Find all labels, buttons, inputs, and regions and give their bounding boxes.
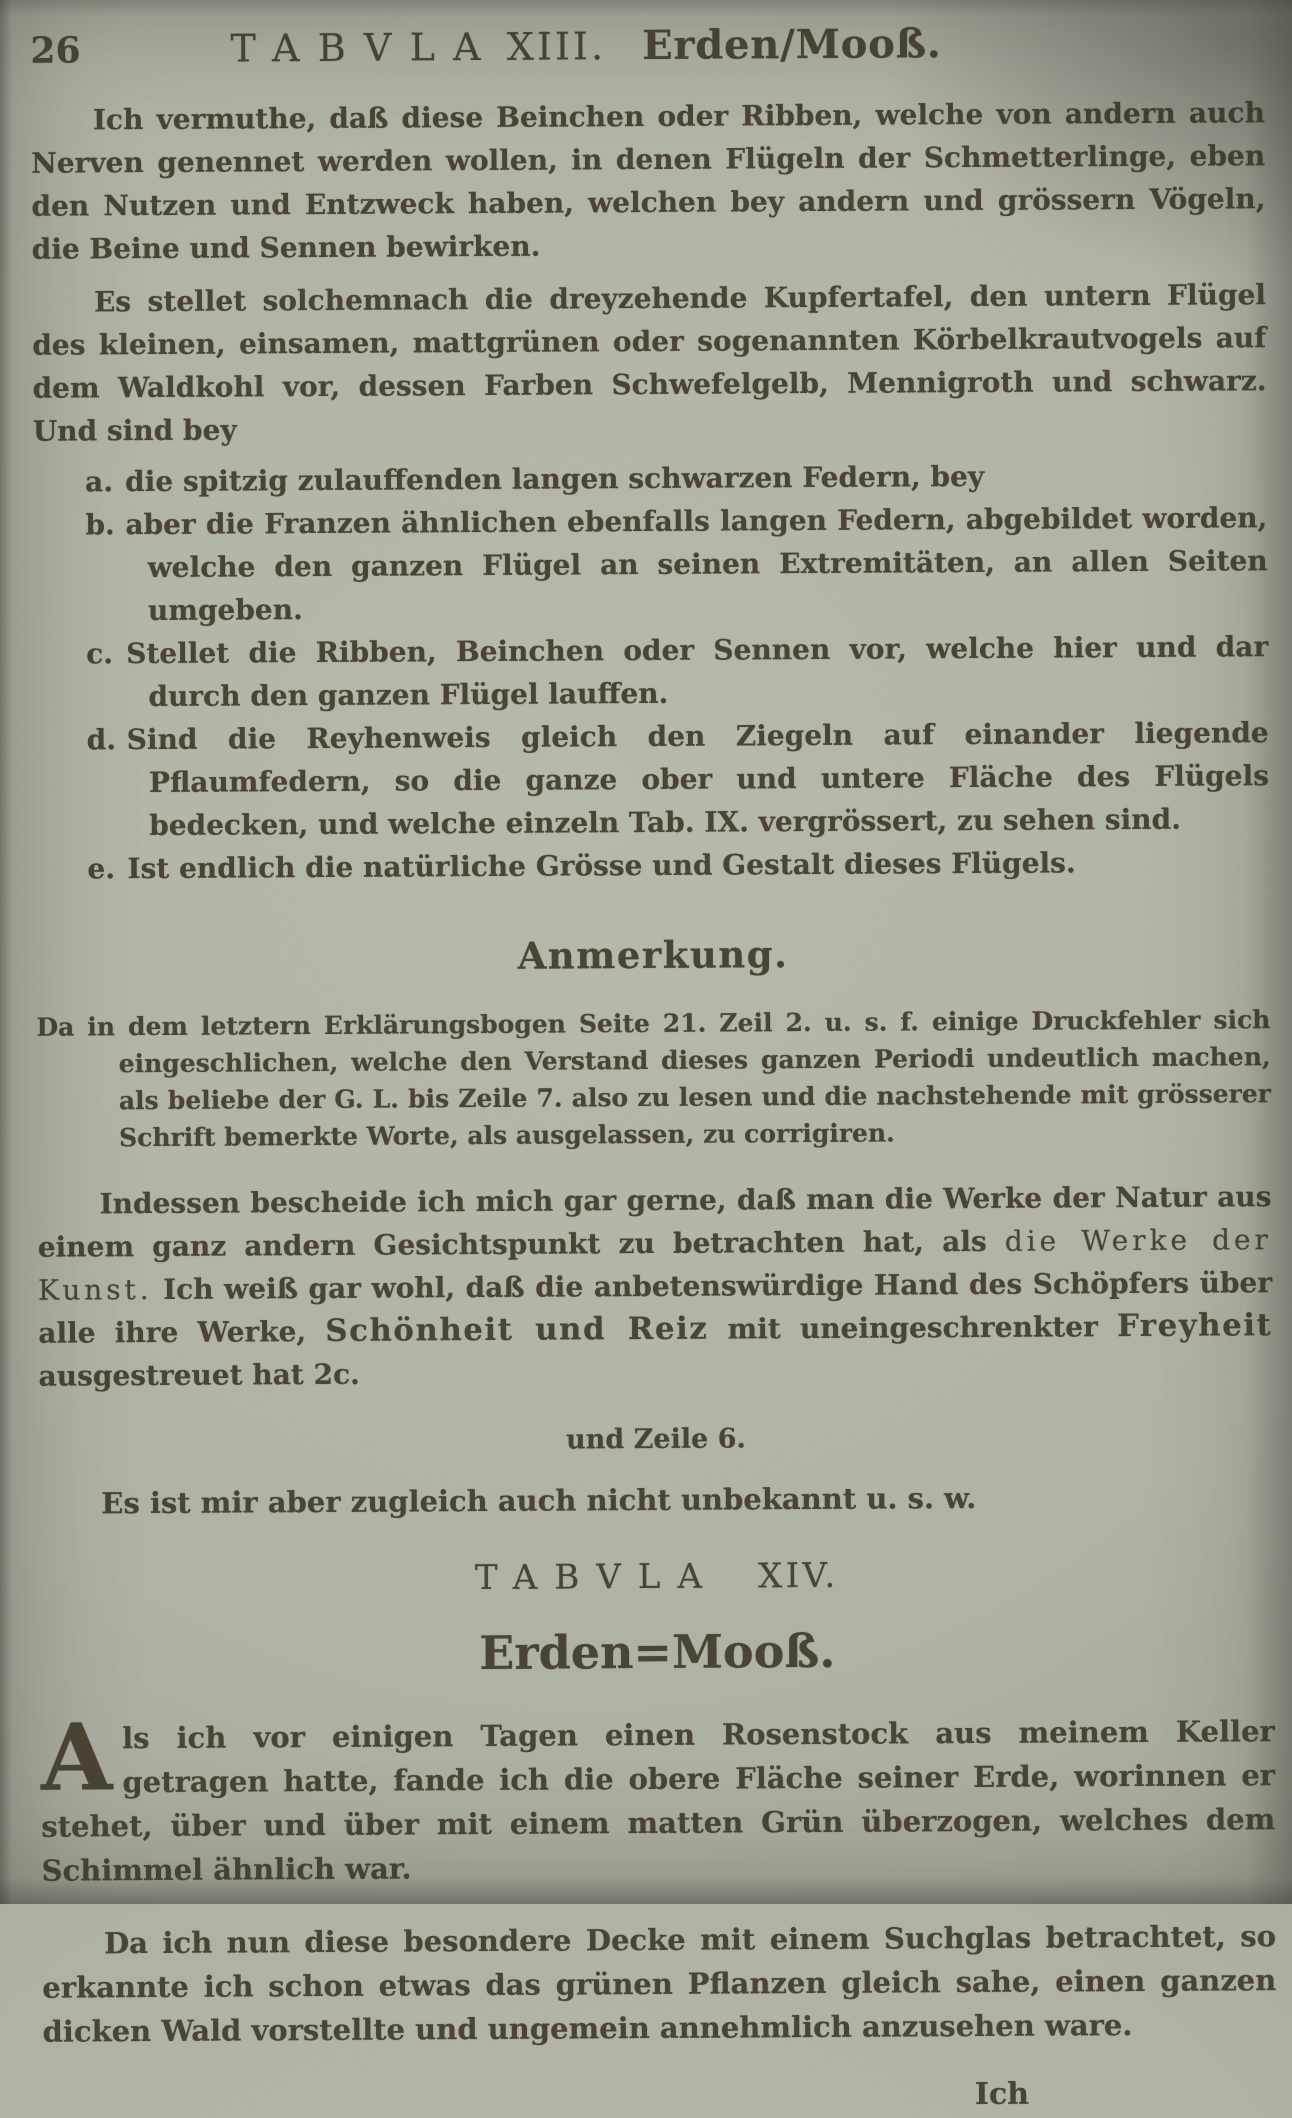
list-item-c <box>34 625 1269 719</box>
indessen-emphasis-freyheit: Freyheit <box>1116 1307 1273 1345</box>
anmerkung-heading: Anmerkung. <box>517 932 789 978</box>
tabula-13-word: TABVLA <box>230 24 499 71</box>
list-label-a: a. <box>85 465 114 499</box>
indessen-seg3: Ich weiß gar wohl, daß die anbetenswürdige Hand des Schöpfers über alle ihre Werke, <box>38 1266 1273 1350</box>
erden-moos-title: Erden=Mooß. <box>479 1623 836 1681</box>
list-item-d <box>35 711 1270 848</box>
list-item-a <box>33 453 1267 504</box>
list-text-c: Stellet die Ribben, Beinchen oder Sennen vor, welche hier und dar durch den ganzen Flügel lauffen. <box>126 630 1269 714</box>
page-header <box>30 18 1264 73</box>
figure-key-list <box>33 453 1270 891</box>
list-text-d: Sind die Reyhenweis gleich den Ziegeln auf einander liegende Pflaumfedern, so die ganze ober und untere Fläche des Flügels bedecken, und welche einzeln Tab. IX. vergrössert, zu sehen sind. <box>126 716 1270 843</box>
list-label-d: d. <box>86 723 117 757</box>
list-label-e: e. <box>87 852 116 886</box>
paragraph-es-ist: Es ist mir aber zugleich auch nicht unbekannt u. s. w. <box>101 1480 977 1521</box>
anmerkung-paragraph: Da in dem letztern Erklärungsbogen Seite 21. Zeil 2. u. s. f. einige Druckfehler sich eingeschlichen, welche den Verstand dieses ganzen Periodi undeutlich machen, als beliebe der G. L. bis Zeile 7. also zu lesen und die nachstehende mit grösserer Schrift bemerkte Worte, als ausgelassen, zu corrigiren. <box>36 1005 1271 1153</box>
list-item-b <box>33 496 1268 633</box>
tabula-14-heading <box>40 1553 1274 1601</box>
paragraph-rosenstock <box>40 1703 1276 1893</box>
list-text-b: aber die Franzen ähnlichen ebenfalls langen Federn, abgebildet worden, welche den ganzen Flügel an seinen Extremitäten, an allen Seiten umgeben. <box>125 501 1268 628</box>
list-text-e: Ist endlich die natürliche Grösse und Gestalt dieses Flügels. <box>127 846 1076 886</box>
list-label-b: b. <box>85 508 115 542</box>
rosenstock-text: ls ich vor einigen Tagen einen Rosenstock aus meinem Keller getragen hatte, fande ich die obere Fläche seiner Erde, worinnen er stehet, über und über mit einem matten Grün überzogen, welches dem Schimmel ähnlich war. <box>41 1714 1276 1888</box>
tabula-13-number: XIII. <box>506 24 607 69</box>
list-text-a: die spitzig zulauffenden langen schwarzen Federn, bey <box>125 459 985 499</box>
tabula-14-word: TABVLA <box>474 1556 720 1599</box>
paragraph-vermuthe: Ich vermuthe, daß diese Beinchen oder Ribben, welche von andern auch Nerven genennet werden wollen, in denen Flügeln der Schmetterlinge, eben den Nutzen und Entzweck haben, welchen bey andern und grössern Vögeln, die Beine und Sennen bewirken. <box>31 96 1266 266</box>
dropcap-A: A <box>40 1703 113 1812</box>
list-label-c: c. <box>86 637 114 671</box>
indessen-seg5: mit uneingeschrenkter <box>708 1310 1118 1346</box>
indessen-emphasis-schoenheit: Schönheit und Reiz <box>325 1310 709 1349</box>
paragraph-suchglas: Da ich nun diese besondere Decke mit einem Suchglas betrachtet, so erkannte ich schon etwas das grünen Pflanzen gleich sahe, einen ganzen dicken Wald vorstellte und ungemein annehmlich anzusehen ware. <box>42 1919 1277 2049</box>
indessen-seg7: ausgestreuet hat 2c. <box>38 1357 360 1393</box>
indessen-emphasis-kunst: die Werke der Kunst. <box>37 1223 1272 1307</box>
running-title: Erden/Mooß. <box>642 20 942 70</box>
paragraph-kupfertafel: Es stellet solchemnach die dreyzehende Kupfertafel, den untern Flügel des kleinen, einsamen, mattgrünen oder sogenannten Körbelkrautvogels auf dem Waldkohl vor, dessen Farben Schwefelgelb, Mennigroth und schwarz. Und sind bey <box>32 278 1267 448</box>
catchword: Ich <box>974 2076 1030 2113</box>
zeile-6-line: und Zeile 6. <box>566 1423 746 1456</box>
page-number: 26 <box>30 29 81 72</box>
indessen-seg1: Indessen bescheide ich mich gar gerne, daß man die Werke der Natur aus einem ganz andern Gesichtspunkt zu betrachten hat, als <box>37 1180 1272 1264</box>
tabula-14-number: XIV. <box>757 1555 839 1597</box>
list-item-e <box>35 840 1269 891</box>
paragraph-indessen <box>37 1175 1272 1398</box>
